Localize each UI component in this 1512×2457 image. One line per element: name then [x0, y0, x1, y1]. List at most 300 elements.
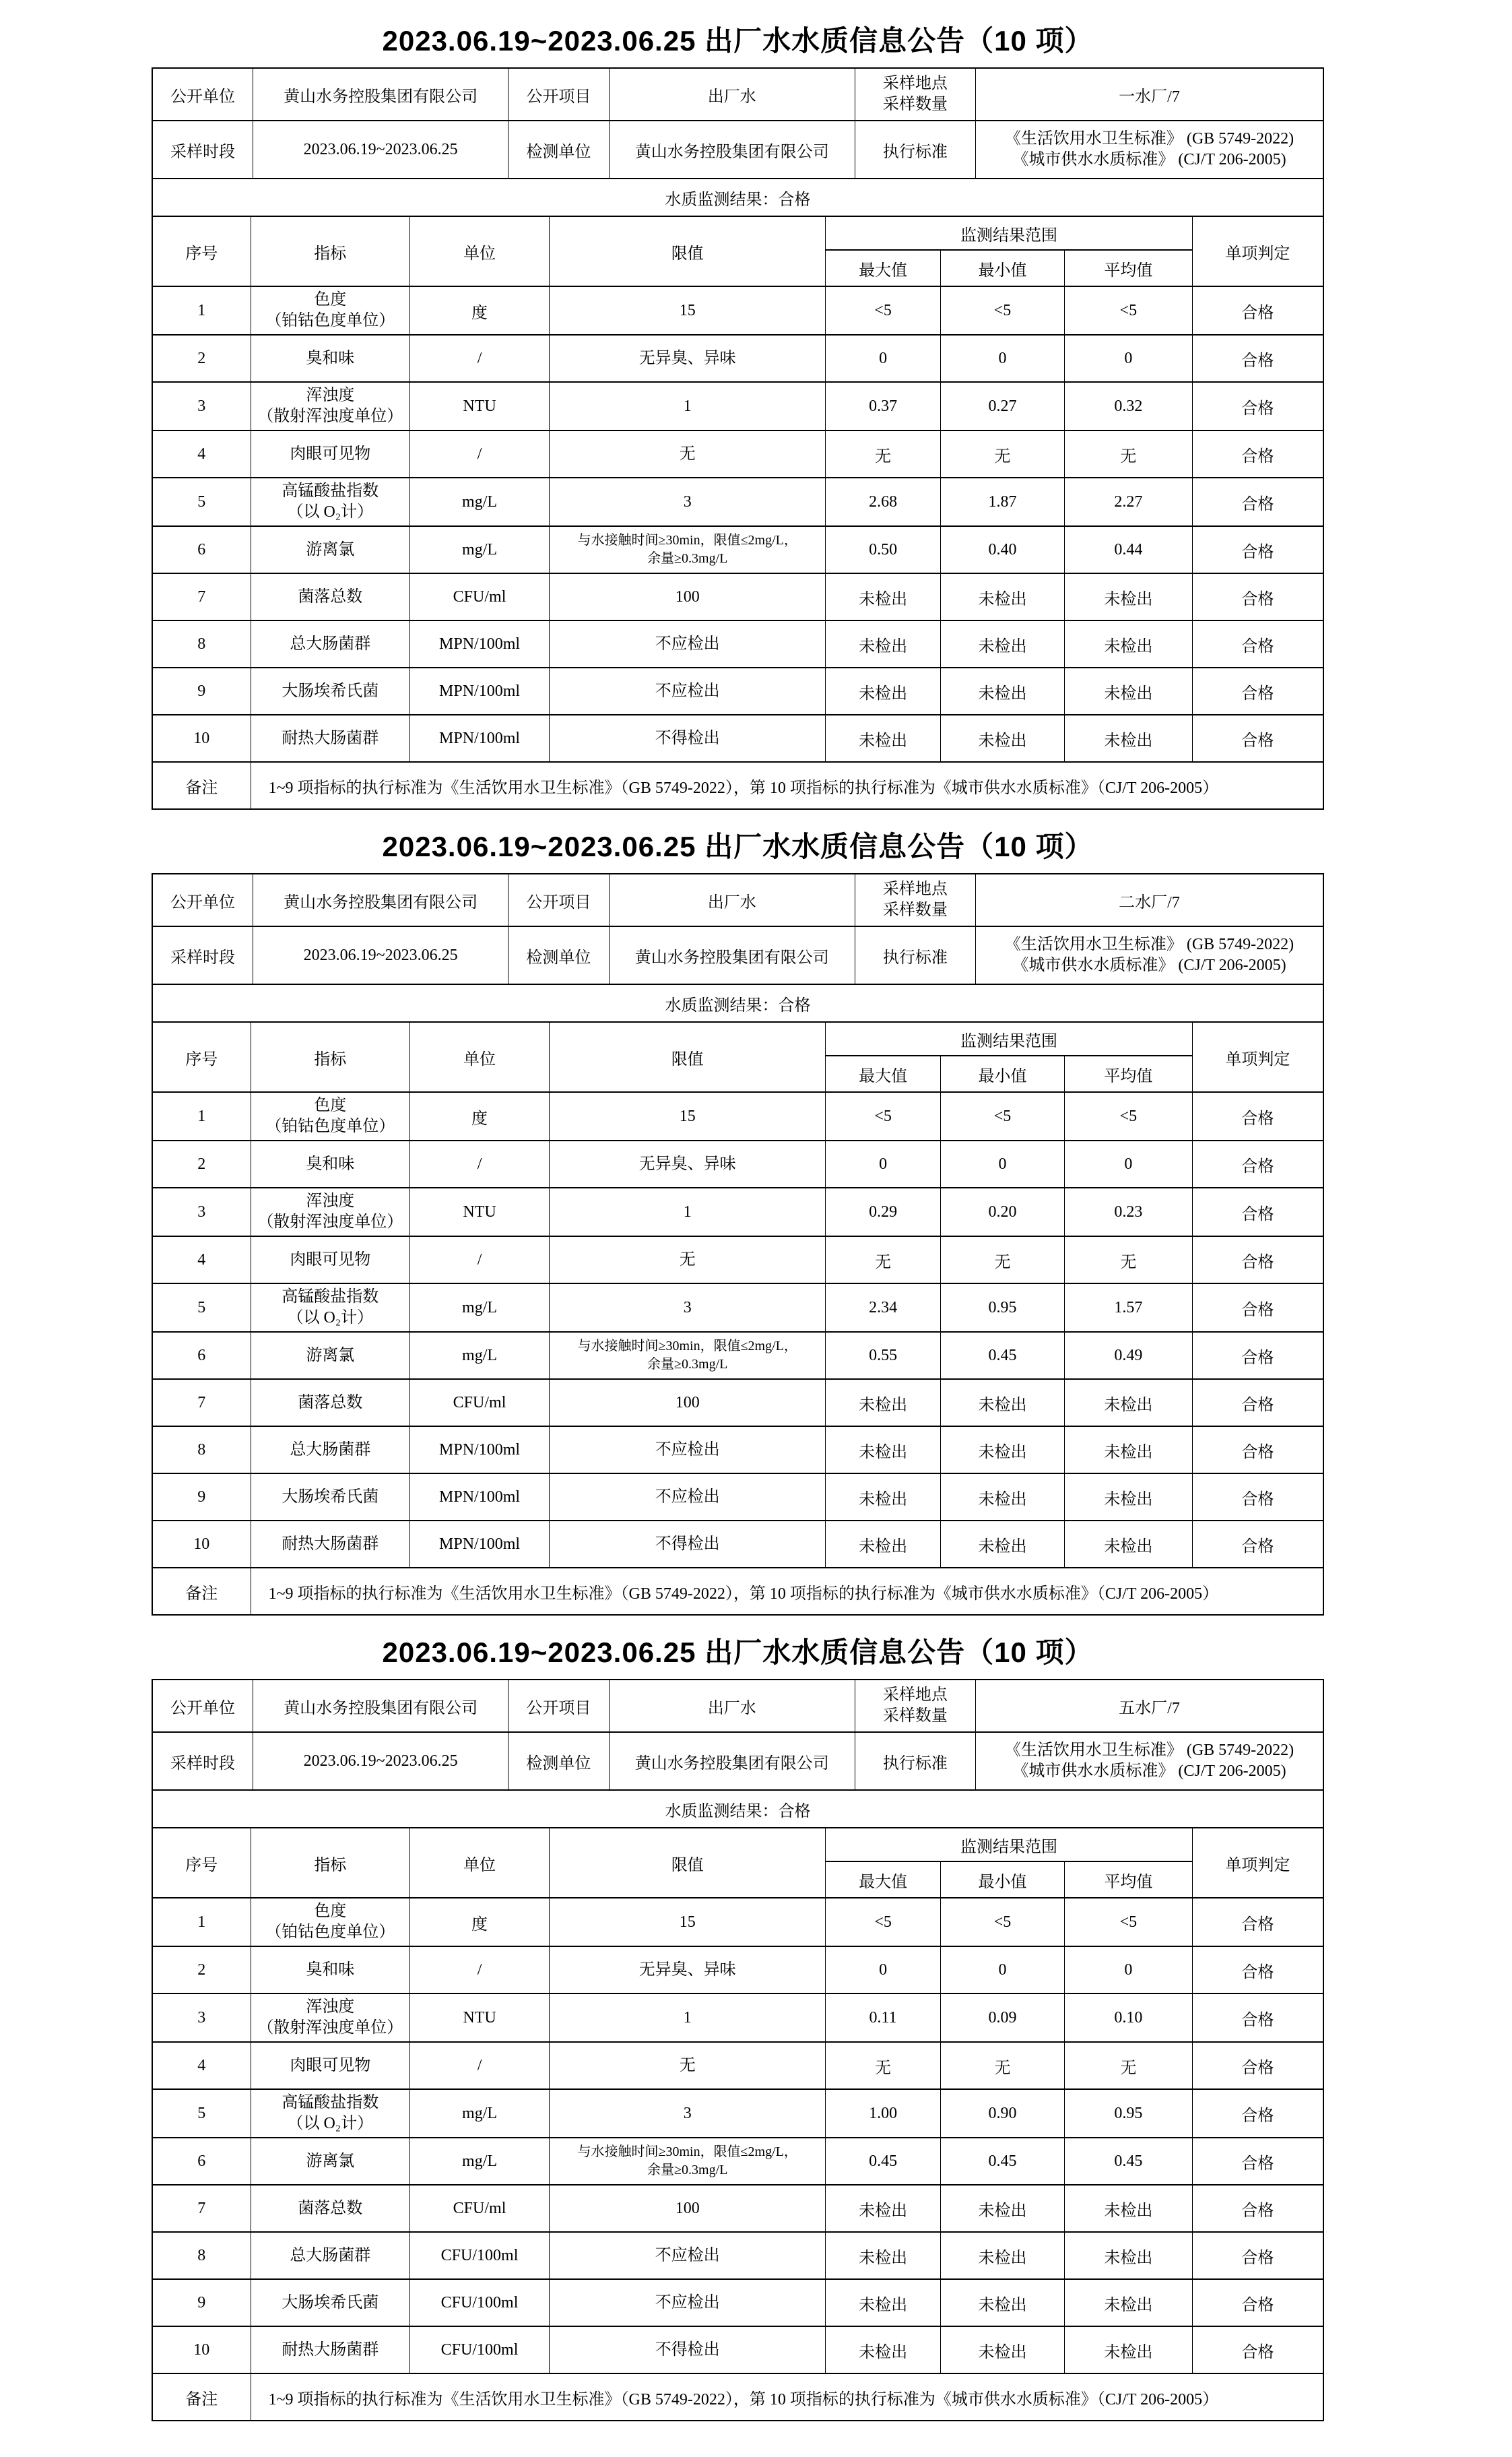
- judge-cell: 合格: [1192, 286, 1323, 335]
- col-header-min: 最小值: [940, 250, 1064, 286]
- no-cell: 6: [152, 526, 251, 573]
- standard-line1: 《生活饮用水卫生标准》 (GB 5749-2022): [1004, 1742, 1294, 1759]
- indicator-line1: 菌落总数: [298, 587, 363, 606]
- unit-cell: mg/L: [410, 2089, 550, 2138]
- table-row: [152, 1236, 1323, 1283]
- remark-row: [152, 2373, 1323, 2421]
- max-cell: 0.50: [826, 526, 940, 573]
- indicator-line1: 耐热大肠菌群: [282, 2340, 379, 2359]
- project-value-cell: 出厂水: [609, 68, 855, 121]
- judge-cell: 合格: [1192, 1092, 1323, 1141]
- table-row: [152, 335, 1323, 382]
- col-header-judge: 单项判定: [1192, 1828, 1323, 1898]
- project-label-cell: 公开项目: [508, 1680, 610, 1732]
- indicator-cell: [251, 668, 410, 715]
- remark-text-cell: 1~9 项指标的执行标准为《生活饮用水卫生标准》（GB 5749-2022），第 10 项指标的执行标准为《城市供水水质标准》（CJ/T 206-2005）: [251, 762, 1323, 809]
- avg-cell: 未检出: [1065, 2185, 1193, 2232]
- min-cell: 未检出: [940, 620, 1064, 668]
- table-row: [152, 620, 1323, 668]
- indicator-line2: （散射浑浊度单位）: [257, 408, 403, 425]
- unit-cell: NTU: [410, 1993, 550, 2042]
- col-header-no: 序号: [152, 1828, 251, 1898]
- info-table: [152, 1679, 1324, 1828]
- indicator-cell: [251, 2232, 410, 2279]
- indicator-line1: 色度: [314, 291, 347, 309]
- period-label-cell: 采样时段: [152, 121, 253, 179]
- avg-cell: 未检出: [1065, 715, 1193, 762]
- judge-cell: 合格: [1192, 430, 1323, 478]
- indicator-cell: [251, 1283, 410, 1332]
- no-cell: 7: [152, 2185, 251, 2232]
- limit-line1: 1: [683, 2008, 692, 2027]
- publisher-label-cell: 公开单位: [152, 68, 253, 121]
- col-header-unit: 单位: [410, 1828, 550, 1898]
- avg-cell: 0: [1065, 335, 1193, 382]
- standard-line1: 《生活饮用水卫生标准》 (GB 5749-2022): [1004, 130, 1294, 148]
- header-row-1: [152, 1828, 1323, 1861]
- limit-cell: [550, 1521, 826, 1568]
- limit-cell: [550, 1379, 826, 1426]
- judge-cell: 合格: [1192, 1332, 1323, 1379]
- limit-line2: 余量≥0.3mg/L: [647, 551, 728, 566]
- indicator-line1: 耐热大肠菌群: [282, 729, 379, 747]
- unit-cell: 度: [410, 1898, 550, 1946]
- table-row: [152, 2138, 1323, 2185]
- max-cell: 未检出: [826, 573, 940, 620]
- limit-cell: [550, 286, 826, 335]
- standard-value-cell: [975, 121, 1323, 179]
- avg-cell: 0.10: [1065, 1993, 1193, 2042]
- judge-cell: 合格: [1192, 1141, 1323, 1188]
- period-label-cell: 采样时段: [152, 1732, 253, 1790]
- max-cell: 无: [826, 430, 940, 478]
- unit-cell: CFU/ml: [410, 2185, 550, 2232]
- publisher-label-cell: 公开单位: [152, 874, 253, 926]
- col-header-avg: 平均值: [1065, 250, 1193, 286]
- indicator-line1: 总大肠菌群: [290, 635, 371, 653]
- no-cell: 8: [152, 1426, 251, 1473]
- lab-value-cell: 黄山水务控股集团有限公司: [609, 121, 855, 179]
- limit-cell: [550, 715, 826, 762]
- min-cell: 未检出: [940, 1426, 1064, 1473]
- info-row-period: [152, 926, 1323, 984]
- indicator-line1: 菌落总数: [298, 1393, 363, 1411]
- avg-cell: <5: [1065, 286, 1193, 335]
- remark-row: [152, 1568, 1323, 1615]
- indicator-cell: [251, 1946, 410, 1993]
- lab-label-cell: 检测单位: [508, 1732, 610, 1790]
- limit-cell: [550, 2232, 826, 2279]
- max-cell: 0.55: [826, 1332, 940, 1379]
- limit-line1: 与水接触时间≥30min，限值≤2mg/L，: [577, 533, 797, 548]
- limit-cell: [550, 1283, 826, 1332]
- table-row: [152, 2185, 1323, 2232]
- col-header-avg: 平均值: [1065, 1056, 1193, 1092]
- min-cell: <5: [940, 1092, 1064, 1141]
- limit-cell: [550, 478, 826, 526]
- indicator-line2: （铂钴色度单位）: [265, 312, 395, 329]
- indicator-line1: 大肠埃希氏菌: [282, 2293, 379, 2311]
- limit-line1: 无异臭、异味: [638, 1155, 736, 1173]
- no-cell: 1: [152, 286, 251, 335]
- lab-value-cell: 黄山水务控股集团有限公司: [609, 926, 855, 984]
- col-header-limit: 限值: [550, 1022, 826, 1092]
- col-header-indicator: 指标: [251, 216, 410, 286]
- site-value-cell: 二水厂/7: [975, 874, 1323, 926]
- unit-cell: NTU: [410, 1188, 550, 1236]
- min-cell: 0.40: [940, 526, 1064, 573]
- limit-cell: [550, 1473, 826, 1521]
- no-cell: 8: [152, 2232, 251, 2279]
- col-header-max: 最大值: [826, 1056, 940, 1092]
- col-header-range: 监测结果范围: [826, 1022, 1192, 1056]
- bulletin-title: 2023.06.19~2023.06.25 出厂水水质信息公告（10 项）: [382, 831, 1094, 862]
- unit-cell: mg/L: [410, 2138, 550, 2185]
- table-row: [152, 1283, 1323, 1332]
- indicator-cell: [251, 335, 410, 382]
- no-cell: 5: [152, 1283, 251, 1332]
- min-cell: 无: [940, 2042, 1064, 2089]
- table-row: [152, 430, 1323, 478]
- indicator-line2: （以 O₂计）: [287, 503, 374, 521]
- limit-line1: 无: [679, 1250, 696, 1269]
- limit-line2: 余量≥0.3mg/L: [647, 1357, 728, 1372]
- col-header-range: 监测结果范围: [826, 216, 1192, 250]
- avg-cell: 0: [1065, 1141, 1193, 1188]
- data-table: [152, 1827, 1324, 2421]
- min-cell: 0.90: [940, 2089, 1064, 2138]
- unit-cell: mg/L: [410, 526, 550, 573]
- period-label-cell: 采样时段: [152, 926, 253, 984]
- judge-cell: 合格: [1192, 1188, 1323, 1236]
- unit-cell: mg/L: [410, 478, 550, 526]
- indicator-line1: 游离氯: [306, 540, 355, 559]
- indicator-cell: [251, 573, 410, 620]
- unit-cell: MPN/100ml: [410, 1426, 550, 1473]
- max-cell: 无: [826, 1236, 940, 1283]
- col-header-limit: 限值: [550, 216, 826, 286]
- limit-cell: [550, 620, 826, 668]
- no-cell: 10: [152, 1521, 251, 1568]
- data-table: [152, 1021, 1324, 1616]
- indicator-cell: [251, 1898, 410, 1946]
- max-cell: 无: [826, 2042, 940, 2089]
- judge-cell: 合格: [1192, 1379, 1323, 1426]
- max-cell: <5: [826, 286, 940, 335]
- avg-cell: 未检出: [1065, 1473, 1193, 1521]
- bulletin-section: [0, 1630, 1512, 2421]
- limit-line1: 100: [675, 587, 700, 606]
- max-cell: 0.45: [826, 2138, 940, 2185]
- indicator-line2: （铂钴色度单位）: [265, 1923, 395, 1941]
- indicator-cell: [251, 2089, 410, 2138]
- site-value-cell: 一水厂/7: [975, 68, 1323, 121]
- no-cell: 10: [152, 715, 251, 762]
- no-cell: 10: [152, 2326, 251, 2373]
- indicator-cell: [251, 2042, 410, 2089]
- indicator-line2: （以 O₂计）: [287, 1309, 374, 1327]
- result-cell: 水质监测结果：合格: [152, 179, 1323, 216]
- col-header-unit: 单位: [410, 216, 550, 286]
- no-cell: 2: [152, 335, 251, 382]
- avg-cell: 0.44: [1065, 526, 1193, 573]
- avg-cell: 未检出: [1065, 573, 1193, 620]
- limit-line1: 15: [679, 1107, 696, 1125]
- limit-cell: [550, 1993, 826, 2042]
- publisher-value-cell: 黄山水务控股集团有限公司: [253, 874, 508, 926]
- indicator-line1: 高锰酸盐指数: [282, 482, 379, 500]
- unit-cell: CFU/100ml: [410, 2232, 550, 2279]
- remark-text-cell: 1~9 项指标的执行标准为《生活饮用水卫生标准》（GB 5749-2022），第 10 项指标的执行标准为《城市供水水质标准》（CJ/T 206-2005）: [251, 2373, 1323, 2421]
- publisher-value-cell: 黄山水务控股集团有限公司: [253, 68, 508, 121]
- bulletin-title: 2023.06.19~2023.06.25 出厂水水质信息公告（10 项）: [382, 25, 1094, 57]
- indicator-cell: [251, 382, 410, 430]
- judge-cell: 合格: [1192, 2138, 1323, 2185]
- judge-cell: 合格: [1192, 1521, 1323, 1568]
- max-cell: <5: [826, 1898, 940, 1946]
- limit-cell: [550, 2138, 826, 2185]
- max-cell: 0: [826, 1946, 940, 1993]
- unit-cell: MPN/100ml: [410, 668, 550, 715]
- site-value-cell: 五水厂/7: [975, 1680, 1323, 1732]
- indicator-line1: 色度: [314, 1097, 347, 1114]
- indicator-line1: 臭和味: [306, 1960, 355, 1979]
- unit-cell: mg/L: [410, 1332, 550, 1379]
- limit-line2: 余量≥0.3mg/L: [647, 2163, 728, 2177]
- judge-cell: 合格: [1192, 1426, 1323, 1473]
- info-row-publisher: [152, 1680, 1323, 1732]
- data-table: [152, 216, 1324, 810]
- min-cell: 0.95: [940, 1283, 1064, 1332]
- table-row: [152, 1946, 1323, 1993]
- indicator-cell: [251, 2326, 410, 2373]
- table-row: [152, 1473, 1323, 1521]
- indicator-cell: [251, 1141, 410, 1188]
- indicator-line1: 肉眼可见物: [290, 445, 371, 463]
- result-row: [152, 179, 1323, 216]
- col-header-judge: 单项判定: [1192, 216, 1323, 286]
- standard-label-cell: 执行标准: [855, 121, 975, 179]
- standard-line1: 《生活饮用水卫生标准》 (GB 5749-2022): [1004, 936, 1294, 953]
- judge-cell: 合格: [1192, 668, 1323, 715]
- project-label-cell: 公开项目: [508, 874, 610, 926]
- max-cell: 未检出: [826, 2326, 940, 2373]
- judge-cell: 合格: [1192, 1283, 1323, 1332]
- limit-cell: [550, 2042, 826, 2089]
- limit-line1: 不应检出: [655, 1488, 720, 1506]
- judge-cell: 合格: [1192, 1898, 1323, 1946]
- table-row: [152, 526, 1323, 573]
- limit-cell: [550, 1426, 826, 1473]
- indicator-line1: 高锰酸盐指数: [282, 2094, 379, 2111]
- table-row: [152, 1332, 1323, 1379]
- limit-line1: 100: [675, 1393, 700, 1411]
- table-row: [152, 2042, 1323, 2089]
- period-value-cell: 2023.06.19~2023.06.25: [253, 1732, 508, 1790]
- col-header-max: 最大值: [826, 250, 940, 286]
- col-header-no: 序号: [152, 1022, 251, 1092]
- no-cell: 9: [152, 1473, 251, 1521]
- judge-cell: 合格: [1192, 2185, 1323, 2232]
- table-row: [152, 286, 1323, 335]
- min-cell: 未检出: [940, 2279, 1064, 2326]
- remark-label-cell: 备注: [152, 762, 251, 809]
- table-row: [152, 1141, 1323, 1188]
- period-value-cell: 2023.06.19~2023.06.25: [253, 121, 508, 179]
- min-cell: <5: [940, 1898, 1064, 1946]
- unit-cell: MPN/100ml: [410, 715, 550, 762]
- result-row: [152, 984, 1323, 1022]
- standard-value-cell: [975, 926, 1323, 984]
- indicator-line1: 菌落总数: [298, 2199, 363, 2217]
- table-row: [152, 1188, 1323, 1236]
- standard-label-cell: 执行标准: [855, 1732, 975, 1790]
- result-cell: 水质监测结果：合格: [152, 984, 1323, 1022]
- indicator-line2: （散射浑浊度单位）: [257, 2019, 403, 2037]
- indicator-line1: 总大肠菌群: [290, 1440, 371, 1459]
- indicator-line1: 高锰酸盐指数: [282, 1288, 379, 1306]
- standard-label-cell: 执行标准: [855, 926, 975, 984]
- publisher-value-cell: 黄山水务控股集团有限公司: [253, 1680, 508, 1732]
- table-row: [152, 2089, 1323, 2138]
- table-row: [152, 1993, 1323, 2042]
- bulletin-table-wrap: [152, 873, 1324, 1616]
- no-cell: 7: [152, 1379, 251, 1426]
- avg-cell: 无: [1065, 1236, 1193, 1283]
- judge-cell: 合格: [1192, 2232, 1323, 2279]
- min-cell: 无: [940, 430, 1064, 478]
- indicator-cell: [251, 1473, 410, 1521]
- limit-line1: 不应检出: [655, 682, 720, 700]
- min-cell: 未检出: [940, 2185, 1064, 2232]
- unit-cell: NTU: [410, 382, 550, 430]
- col-header-min: 最小值: [940, 1056, 1064, 1092]
- min-cell: 未检出: [940, 1473, 1064, 1521]
- table-row: [152, 1426, 1323, 1473]
- limit-line1: 无异臭、异味: [638, 349, 736, 367]
- max-cell: 未检出: [826, 2185, 940, 2232]
- limit-cell: [550, 1092, 826, 1141]
- min-cell: 0: [940, 1141, 1064, 1188]
- indicator-cell: [251, 620, 410, 668]
- judge-cell: 合格: [1192, 1473, 1323, 1521]
- bulletin-section: [0, 825, 1512, 1616]
- judge-cell: 合格: [1192, 526, 1323, 573]
- avg-cell: 0.45: [1065, 2138, 1193, 2185]
- indicator-line1: 浑浊度: [306, 1192, 355, 1210]
- unit-cell: /: [410, 1946, 550, 1993]
- info-row-publisher: [152, 68, 1323, 121]
- avg-cell: 1.57: [1065, 1283, 1193, 1332]
- unit-cell: CFU/100ml: [410, 2326, 550, 2373]
- avg-cell: <5: [1065, 1898, 1193, 1946]
- unit-cell: CFU/ml: [410, 573, 550, 620]
- indicator-cell: [251, 1521, 410, 1568]
- table-row: [152, 573, 1323, 620]
- limit-line1: 无异臭、异味: [638, 1960, 736, 1979]
- col-header-judge: 单项判定: [1192, 1022, 1323, 1092]
- no-cell: 1: [152, 1092, 251, 1141]
- avg-cell: 未检出: [1065, 2326, 1193, 2373]
- no-cell: 4: [152, 2042, 251, 2089]
- limit-line1: 不应检出: [655, 2293, 720, 2311]
- no-cell: 2: [152, 1946, 251, 1993]
- indicator-cell: [251, 1236, 410, 1283]
- table-row: [152, 1521, 1323, 1568]
- indicator-cell: [251, 2185, 410, 2232]
- lab-label-cell: 检测单位: [508, 926, 610, 984]
- limit-cell: [550, 1141, 826, 1188]
- avg-cell: <5: [1065, 1092, 1193, 1141]
- max-cell: 未检出: [826, 620, 940, 668]
- remark-label-cell: 备注: [152, 2373, 251, 2421]
- unit-cell: CFU/ml: [410, 1379, 550, 1426]
- remark-text-cell: 1~9 项指标的执行标准为《生活饮用水卫生标准》（GB 5749-2022），第 10 项指标的执行标准为《城市供水水质标准》（CJ/T 206-2005）: [251, 1568, 1323, 1615]
- max-cell: 0.29: [826, 1188, 940, 1236]
- indicator-line1: 游离氯: [306, 1346, 355, 1364]
- max-cell: <5: [826, 1092, 940, 1141]
- limit-line1: 3: [683, 1298, 692, 1316]
- table-row: [152, 1898, 1323, 1946]
- avg-cell: 0.95: [1065, 2089, 1193, 2138]
- avg-cell: 0.49: [1065, 1332, 1193, 1379]
- avg-cell: 未检出: [1065, 2279, 1193, 2326]
- project-value-cell: 出厂水: [609, 874, 855, 926]
- judge-cell: 合格: [1192, 1946, 1323, 1993]
- judge-cell: 合格: [1192, 1236, 1323, 1283]
- col-header-avg: 平均值: [1065, 1861, 1193, 1898]
- limit-cell: [550, 2279, 826, 2326]
- info-row-publisher: [152, 874, 1323, 926]
- unit-cell: /: [410, 1236, 550, 1283]
- remark-label-cell: 备注: [152, 1568, 251, 1615]
- site-label-line1: 采样地点: [882, 75, 948, 92]
- header-row-1: [152, 216, 1323, 250]
- indicator-line2: （散射浑浊度单位）: [257, 1213, 403, 1231]
- limit-cell: [550, 1188, 826, 1236]
- site-label-line1: 采样地点: [882, 1686, 948, 1704]
- table-row: [152, 478, 1323, 526]
- site-label-line2: 采样数量: [882, 901, 948, 919]
- col-header-range: 监测结果范围: [826, 1828, 1192, 1861]
- max-cell: 0: [826, 335, 940, 382]
- limit-line1: 不应检出: [655, 1440, 720, 1459]
- col-header-min: 最小值: [940, 1861, 1064, 1898]
- indicator-line1: 总大肠菌群: [290, 2246, 371, 2264]
- no-cell: 1: [152, 1898, 251, 1946]
- avg-cell: 0.32: [1065, 382, 1193, 430]
- min-cell: 0.45: [940, 1332, 1064, 1379]
- indicator-cell: [251, 1426, 410, 1473]
- judge-cell: 合格: [1192, 335, 1323, 382]
- col-header-limit: 限值: [550, 1828, 826, 1898]
- avg-cell: 0.23: [1065, 1188, 1193, 1236]
- result-row: [152, 1790, 1323, 1828]
- limit-line1: 无: [679, 2056, 696, 2074]
- no-cell: 3: [152, 1993, 251, 2042]
- indicator-cell: [251, 1332, 410, 1379]
- limit-line1: 不得检出: [655, 1535, 720, 1553]
- indicator-line1: 臭和味: [306, 349, 355, 367]
- site-label-cell: [855, 68, 975, 121]
- min-cell: 1.87: [940, 478, 1064, 526]
- col-header-unit: 单位: [410, 1022, 550, 1092]
- min-cell: 未检出: [940, 573, 1064, 620]
- limit-cell: [550, 1332, 826, 1379]
- unit-cell: /: [410, 2042, 550, 2089]
- site-label-line2: 采样数量: [882, 96, 948, 113]
- min-cell: 0.09: [940, 1993, 1064, 2042]
